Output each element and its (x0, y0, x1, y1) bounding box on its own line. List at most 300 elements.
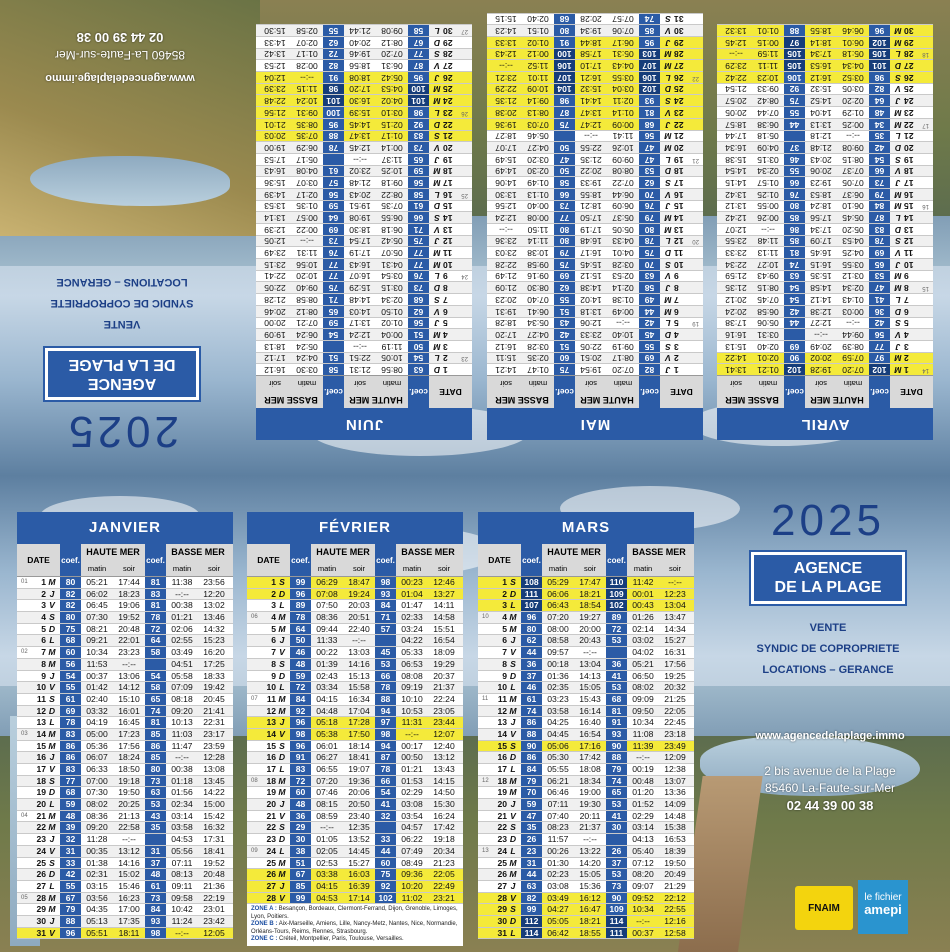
low-morning: 01:52 (632, 799, 654, 810)
low-evening: 23:33 (725, 248, 747, 259)
low-evening: 17:31 (203, 834, 225, 845)
day-letter: J (665, 119, 671, 130)
high-evening: 21:13 (118, 810, 140, 821)
high-morning: 07:30 (86, 612, 108, 623)
day-letter: S (434, 49, 440, 60)
cell-date (478, 635, 521, 646)
coef-high: 92 (290, 706, 311, 717)
table-row (717, 83, 933, 95)
coef-low: 37 (784, 142, 805, 153)
coef-low: 65 (606, 787, 627, 798)
high-morning: 09:19 (612, 341, 634, 352)
low-evening: 19:31 (495, 306, 517, 317)
low-evening: 12:07 (433, 728, 455, 739)
high-morning: 06:27 (316, 752, 338, 763)
low-morning: 02:58 (296, 26, 318, 37)
high-morning: 11:37 (381, 154, 403, 165)
cell-date (247, 706, 290, 717)
table-row (487, 352, 703, 364)
coef-high: 77 (869, 341, 890, 352)
week-number (687, 166, 699, 177)
low-morning: 00:40 (527, 201, 549, 212)
table-row (256, 211, 472, 223)
coef-high: 54 (408, 353, 429, 364)
low-evening: 14:23 (495, 26, 517, 37)
cell-date (429, 25, 472, 36)
coef-high: 37 (521, 671, 542, 682)
day-number: 5 (674, 318, 679, 329)
address-line1: 2 bis avenue de la Plage (764, 764, 896, 778)
low-morning: 11:24 (171, 915, 193, 926)
high-morning: --:-- (846, 131, 860, 142)
high-evening: 17:00 (118, 904, 140, 915)
day-number: 23 (674, 107, 684, 118)
week-number (456, 247, 468, 258)
low-evening: 22:49 (433, 880, 455, 891)
table-row (478, 776, 694, 788)
week-number (917, 154, 929, 165)
table-row (487, 59, 703, 71)
week-number (456, 60, 468, 71)
week-number: 01 (21, 579, 28, 585)
coef-low: 71 (323, 294, 344, 305)
header-morning: matin (317, 564, 337, 573)
cell-date (429, 318, 472, 329)
day-number: 22 (497, 822, 507, 833)
low-morning: 01:53 (401, 775, 423, 786)
coef-high: 51 (408, 329, 429, 340)
low-morning: 11:47 (171, 740, 193, 751)
low-morning: 01:35 (296, 201, 318, 212)
cell-date (890, 177, 933, 188)
high-morning: 08:36 (86, 810, 108, 821)
header-evening: soir (437, 564, 451, 573)
table-header (17, 544, 233, 577)
cell-date (660, 294, 703, 305)
low-morning: 04:57 (401, 822, 423, 833)
high-evening: 18:14 (348, 740, 370, 751)
cell-date (660, 119, 703, 130)
low-morning: --:-- (175, 588, 189, 599)
high-evening: --:-- (353, 341, 367, 352)
low-evening: 14:06 (495, 178, 517, 188)
high-evening: 18:47 (348, 577, 370, 587)
cell-date (247, 752, 290, 763)
coef-high: 30 (290, 834, 311, 845)
day-letter: V (665, 271, 671, 282)
cell-date (17, 916, 60, 927)
table-row (247, 787, 463, 799)
day-letter: S (510, 658, 516, 669)
day-number: 15 (904, 201, 914, 212)
low-evening: 15:30 (433, 799, 455, 810)
high-evening: 17:23 (118, 728, 140, 739)
contact-block-top (10, 29, 230, 86)
table-row (17, 729, 233, 741)
day-number: 11 (36, 693, 46, 704)
cell-date (429, 364, 472, 375)
agency-logo (751, 552, 905, 604)
table-row (717, 317, 933, 329)
coef-low: 80 (554, 25, 575, 36)
day-letter: M (509, 869, 517, 880)
low-evening: 21:09 (495, 283, 517, 294)
day-letter: J (49, 834, 55, 845)
low-morning: 00:57 (296, 213, 318, 224)
low-morning: 08:49 (401, 857, 423, 868)
high-morning: 03:55 (842, 259, 864, 270)
coef-low: 48 (145, 869, 166, 880)
day-letter: J (510, 880, 516, 891)
coef-low: 30 (606, 822, 627, 833)
coef-low: 32 (375, 811, 396, 822)
day-letter: D (509, 915, 517, 926)
day-letter: M (894, 37, 902, 48)
cell-date (429, 212, 472, 223)
low-morning: 10:09 (527, 84, 549, 95)
day-number: 13 (904, 224, 914, 235)
high-morning: 10:40 (612, 329, 634, 340)
high-morning: 07:20 (842, 365, 864, 375)
day-number: 29 (674, 37, 684, 48)
coef-high: 53 (639, 166, 660, 177)
high-morning: 09:44 (842, 329, 864, 340)
high-evening: 16:54 (579, 728, 601, 739)
website-link-top[interactable]: www.agencedelaplage.immo (45, 72, 195, 84)
coef-high: 78 (290, 612, 311, 623)
low-evening: 15:15 (495, 14, 517, 25)
day-letter: L (434, 353, 440, 364)
cell-date (17, 893, 60, 904)
day-letter: M (48, 658, 56, 669)
high-morning: 00:03 (842, 306, 864, 317)
cell-date (429, 142, 472, 153)
table-row (487, 270, 703, 282)
day-number: 12 (443, 236, 453, 247)
high-morning: 05:45 (842, 213, 864, 224)
high-morning: 09:18 (381, 178, 403, 188)
high-evening: 17:42 (579, 752, 601, 763)
coef-low: 37 (606, 858, 627, 869)
day-number: 29 (36, 904, 46, 915)
day-letter: L (895, 49, 901, 60)
header-evening: soir (729, 379, 743, 388)
low-morning: 11:38 (171, 577, 193, 587)
table-row (478, 916, 694, 928)
day-number: 16 (36, 752, 46, 763)
cell-date (890, 131, 933, 142)
low-morning: 03:49 (171, 647, 193, 658)
day-letter: V (279, 647, 285, 658)
cell-date (478, 647, 521, 658)
low-evening: 13:08 (203, 764, 225, 774)
cell-date (247, 893, 290, 904)
agency-logo-top (45, 348, 199, 400)
coef-low (375, 822, 396, 833)
high-morning: 01:05 (316, 834, 338, 845)
week-number (456, 318, 468, 329)
table-row (247, 612, 463, 624)
header-evening: soir (583, 564, 597, 573)
coef-high: 55 (60, 881, 81, 892)
day-letter: M (664, 224, 672, 235)
coef-low: 84 (145, 904, 166, 915)
high-morning: 07:20 (316, 775, 338, 786)
low-morning: 02:34 (171, 799, 193, 810)
day-letter: J (279, 880, 285, 891)
cell-date (660, 189, 703, 200)
high-morning: 11:19 (381, 341, 403, 352)
week-number (917, 72, 929, 83)
week-number: 20 (692, 238, 699, 245)
cell-date (660, 107, 703, 118)
high-morning: 02:15 (381, 119, 403, 130)
website-link[interactable]: www.agencedelaplage.immo (755, 730, 905, 742)
day-number: 10 (266, 682, 276, 693)
coef-high: 58 (408, 189, 429, 200)
low-evening: 12:09 (664, 752, 686, 763)
header-evening: soir (122, 564, 136, 573)
low-evening: 22:31 (203, 717, 225, 728)
low-evening: 21:59 (725, 271, 747, 282)
high-evening: 18:24 (118, 752, 140, 763)
high-evening: 15:27 (348, 857, 370, 868)
low-evening: 18:13 (264, 341, 286, 352)
day-number: 1 (271, 577, 276, 587)
low-evening: 20:48 (203, 869, 225, 880)
day-number: 1 (443, 365, 448, 375)
high-evening: 22:51 (349, 353, 371, 364)
high-morning: 08:15 (316, 799, 338, 810)
low-morning: 03:02 (632, 635, 654, 646)
low-evening: 12:05 (203, 927, 225, 938)
coef-low: 74 (145, 706, 166, 717)
day-number: 10 (36, 682, 46, 693)
day-letter: V (434, 224, 440, 235)
low-evening: 15:36 (264, 178, 286, 188)
header-high-label: HAUTE MER (547, 547, 601, 557)
low-evening: 16:32 (203, 822, 225, 833)
low-morning: 11:59 (757, 49, 779, 60)
table-row (487, 293, 703, 305)
cell-date (17, 752, 60, 763)
high-evening: 14:03 (349, 306, 371, 317)
high-morning: 06:31 (381, 61, 403, 72)
low-morning: 03:14 (171, 810, 193, 821)
cell-date (429, 49, 472, 60)
coef-high: 35 (521, 822, 542, 833)
day-letter: S (49, 775, 55, 786)
zone-line (251, 906, 459, 921)
high-morning: 05:36 (86, 740, 108, 751)
day-letter: V (895, 166, 901, 177)
low-evening: 16:20 (203, 647, 225, 658)
coef-high: 55 (60, 682, 81, 693)
high-evening: 14:12 (118, 682, 140, 693)
low-evening: 23:55 (725, 236, 747, 247)
table-row (717, 118, 933, 130)
coef-high: 61 (521, 694, 542, 705)
low-evening: 22:12 (664, 892, 686, 903)
cell-date (660, 271, 703, 282)
coef-high: 111 (521, 589, 542, 600)
coef-low: 56 (323, 189, 344, 200)
coef-high: 93 (639, 96, 660, 107)
high-evening: 20:25 (118, 799, 140, 810)
high-morning: 00:26 (547, 845, 569, 856)
coef-high: 56 (869, 329, 890, 340)
low-morning: 01:56 (171, 787, 193, 798)
day-number: 9 (41, 670, 46, 681)
coef-high: 90 (521, 741, 542, 752)
cell-date (660, 283, 703, 294)
day-number: 8 (904, 283, 909, 294)
low-evening: 19:18 (433, 834, 455, 845)
high-morning: 01:14 (612, 107, 634, 118)
coef-high: 83 (869, 224, 890, 235)
high-morning: 03:15 (381, 283, 403, 294)
low-morning: 10:53 (401, 705, 423, 716)
coef-low: 98 (145, 928, 166, 939)
low-morning: 07:45 (757, 294, 779, 305)
table-row (247, 706, 463, 718)
day-letter: M (509, 612, 517, 623)
school-zones (247, 904, 463, 946)
low-evening: 22:42 (725, 72, 747, 83)
cell-date (429, 283, 472, 294)
coef-high: 78 (60, 717, 81, 728)
coef-low: 73 (145, 776, 166, 787)
coef-high: 71 (408, 224, 429, 235)
coef-low: 53 (375, 659, 396, 670)
amepi-logo (858, 880, 908, 934)
day-letter: M (894, 271, 902, 282)
week-number (21, 635, 33, 646)
low-evening: --:-- (499, 224, 513, 235)
high-evening: 16:03 (348, 869, 370, 880)
low-morning: 11:52 (527, 61, 549, 72)
high-morning: 09:21 (86, 635, 108, 646)
day-letter: D (433, 365, 441, 375)
high-evening: --:-- (353, 154, 367, 165)
week-number (251, 741, 263, 752)
low-evening: 22:29 (495, 84, 517, 95)
low-evening: 23:03 (495, 248, 517, 259)
table-row (256, 118, 472, 130)
low-evening: 23:49 (264, 248, 286, 259)
coef-low: 50 (554, 142, 575, 153)
high-evening: 22:01 (118, 635, 140, 646)
high-evening: 18:54 (579, 600, 601, 611)
table-row (256, 258, 472, 270)
low-morning: 09:58 (171, 892, 193, 903)
high-morning: 01:02 (381, 318, 403, 329)
high-morning: 09:57 (547, 647, 569, 658)
day-letter: J (665, 37, 671, 48)
table-row (717, 153, 933, 165)
high-evening: 18:41 (348, 752, 370, 763)
low-morning: 07:49 (401, 845, 423, 856)
coef-low: 88 (784, 25, 805, 36)
day-letter: M (664, 213, 672, 224)
low-evening: 14:48 (664, 810, 686, 821)
high-evening: 18:23 (118, 588, 140, 599)
cell-date (478, 589, 521, 600)
high-morning: --:-- (846, 318, 860, 329)
cell-date (17, 799, 60, 810)
header-date: DATE (900, 387, 923, 397)
cell-date (247, 600, 290, 611)
high-morning: 05:07 (381, 248, 403, 259)
day-number: 1 (674, 365, 679, 375)
low-morning: --:-- (300, 72, 314, 83)
low-evening: 12:28 (203, 752, 225, 763)
table-row (487, 305, 703, 317)
coef-low: 100 (323, 107, 344, 118)
low-morning: 03:28 (527, 341, 549, 352)
cell-date (890, 259, 933, 270)
day-number: 9 (443, 271, 448, 282)
year-title: 2025 (771, 496, 885, 545)
low-morning: 08:13 (171, 869, 193, 880)
high-evening: 22:58 (118, 822, 140, 833)
table-row (256, 165, 472, 177)
coef-high: 86 (521, 752, 542, 763)
week-number (21, 717, 33, 728)
high-evening: 21:48 (810, 142, 832, 153)
high-evening: 14:16 (118, 857, 140, 868)
high-morning: --:-- (320, 822, 334, 833)
header-coef-2: coef. (375, 544, 396, 576)
cell-date (890, 236, 933, 247)
week-number (251, 881, 263, 892)
week-number (917, 96, 929, 107)
table-row (17, 635, 233, 647)
header-high-sub (344, 375, 408, 391)
high-morning: 02:34 (381, 294, 403, 305)
cell-date (17, 671, 60, 682)
high-morning: 03:52 (842, 72, 864, 83)
cell-date (660, 341, 703, 352)
low-evening: 21:29 (664, 880, 686, 891)
high-evening: 12:06 (580, 318, 602, 329)
table-row (17, 881, 233, 893)
day-number: 22 (674, 119, 684, 130)
week-number (482, 916, 494, 927)
coef-high: 58 (408, 25, 429, 36)
table-row (478, 752, 694, 764)
high-morning: 04:25 (547, 717, 569, 728)
day-letter: L (279, 764, 285, 774)
day-letter: M (894, 26, 902, 37)
low-evening: 17:38 (725, 318, 747, 329)
high-morning: 00:14 (381, 142, 403, 153)
coef-low: 57 (323, 177, 344, 188)
high-morning: 04:19 (86, 717, 108, 728)
table-row (256, 95, 472, 107)
low-morning: 05:34 (527, 318, 549, 329)
week-number (251, 799, 263, 810)
coef-low: 59 (323, 318, 344, 329)
low-morning: 00:26 (757, 213, 779, 224)
high-morning: 07:20 (612, 365, 634, 375)
high-morning: 05:42 (381, 236, 403, 247)
low-morning: 09:58 (527, 259, 549, 270)
table-row (17, 682, 233, 694)
day-number: 1 (41, 577, 46, 587)
cell-date (660, 318, 703, 329)
low-morning: 04:24 (296, 353, 318, 364)
